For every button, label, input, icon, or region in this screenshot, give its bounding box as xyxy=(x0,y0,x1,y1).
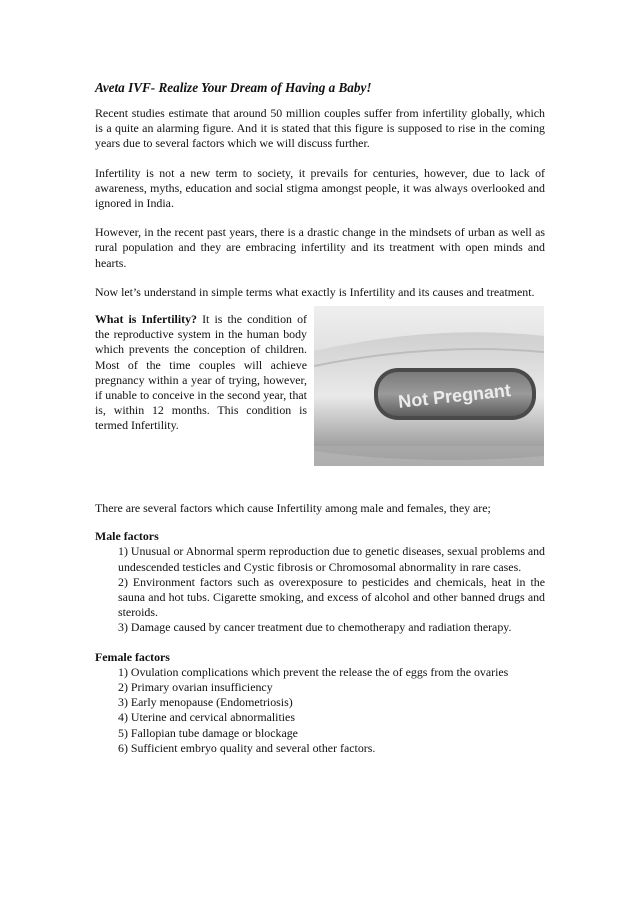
female-factors-section xyxy=(95,650,545,756)
list-item: 5) Fallopian tube damage or blockage xyxy=(118,725,298,740)
female-factors-list xyxy=(95,665,545,756)
list-item: 1) Ovulation complications which prevent the release the of eggs from the ovaries xyxy=(118,664,509,679)
what-is-heading: What is Infertility? xyxy=(95,312,197,327)
test-result-label: Not Pregnant xyxy=(397,380,512,412)
list-item: 1) Unusual or Abnormal sperm reproduction due to genetic diseases, sexual problems and undescended testicles and Cystic fibrosis or Chromosomal abnormality in rare cases. xyxy=(118,544,545,574)
document-body xyxy=(95,80,545,770)
pregnancy-test-photo xyxy=(314,306,544,466)
paragraph-understand: Now let’s understand in simple terms what exactly is Infertility and its causes and treatment. xyxy=(95,284,535,299)
list-item: 4) Uterine and cervical abnormalities xyxy=(118,710,295,725)
list-item: 6) Sufficient embryo quality and several other factors. xyxy=(118,740,376,755)
paragraph-history: Infertility is not a new term to society, it prevails for centuries, however, due to lack of awareness, myths, education and social stigma amongst people, it was always overlooked and ignored in India. xyxy=(95,165,545,211)
male-factors-title: Male factors xyxy=(95,529,159,544)
list-item: 3) Damage caused by cancer treatment due to chemotherapy and radiation therapy. xyxy=(118,620,512,635)
what-is-section xyxy=(95,312,545,477)
male-factors-section xyxy=(95,529,545,635)
male-factors-list xyxy=(95,544,545,635)
list-item: 3) Early menopause (Endometriosis) xyxy=(118,695,293,710)
document-title: Aveta IVF- Realize Your Dream of Having a Baby! xyxy=(95,80,372,95)
factors-intro: There are several factors which cause Infertility among male and females, they are; xyxy=(95,501,491,516)
paragraph-change: However, in the recent past years, there is a drastic change in the mindsets of urban as well as rural population and they are embracing infertility and its treatment with open minds and hearts. xyxy=(95,225,545,270)
what-is-text xyxy=(95,312,307,434)
pregnancy-test-illustration xyxy=(314,306,544,466)
paragraph-intro: Recent studies estimate that around 50 million couples suffer from infertility globally, which is a quite an alarming figure. And it is stated that this figure is supposed to rise in the coming years due to several factors which we will discuss further. xyxy=(95,106,545,151)
list-item: 2) Primary ovarian insufficiency xyxy=(118,680,273,695)
female-factors-title: Female factors xyxy=(95,649,170,664)
what-is-body: It is the condition of the reproductive system in the human body which prevents the conception of children. Most of the time couples will achieve pregnancy within a year of trying, however, if unable to conceive in the second year, that is, within 12 months. This condition is termed Infertility. xyxy=(95,312,307,433)
list-item: 2) Environment factors such as overexposure to pesticides and chemicals, heat in the sauna and hot tubs. Cigarette smoking, and excess of alcohol and other banned drugs and steroids. xyxy=(118,574,545,620)
